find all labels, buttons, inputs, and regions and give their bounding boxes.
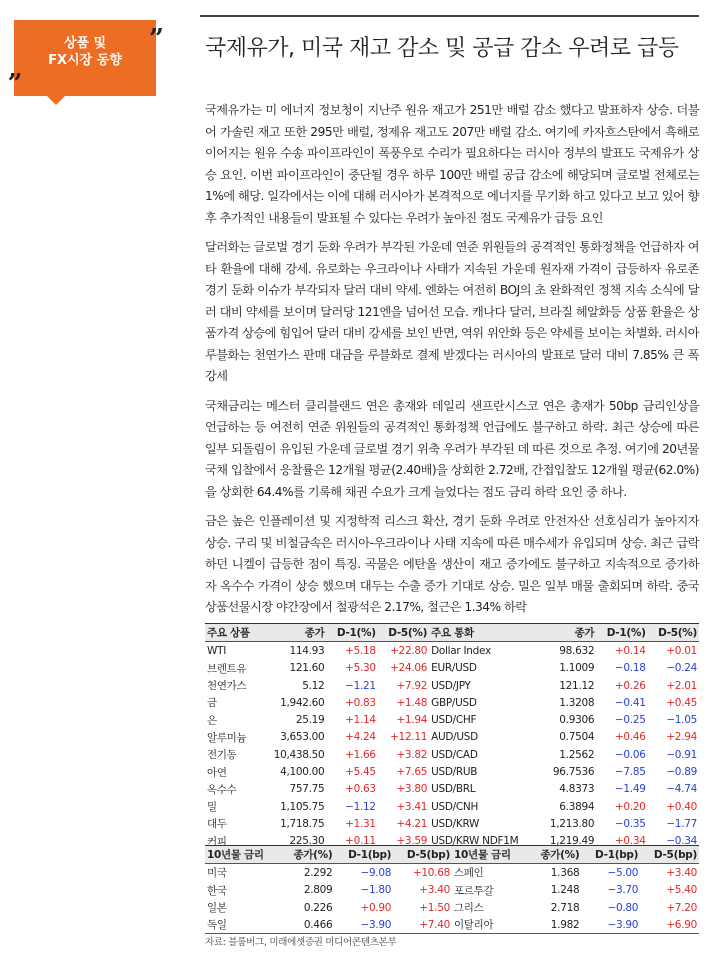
row-label: 금 bbox=[207, 697, 217, 710]
table-cell: −3.90 bbox=[607, 918, 639, 931]
table-cell: 1.1009 bbox=[559, 662, 595, 675]
table-cell: 121.12 bbox=[559, 679, 595, 692]
table-cell: +1.48 bbox=[396, 696, 428, 709]
table-cell: 1,105.75 bbox=[280, 800, 325, 813]
title-rule bbox=[200, 15, 699, 17]
table-row bbox=[205, 916, 699, 934]
table-cell: +3.40 bbox=[666, 866, 697, 879]
table-cell: +0.01 bbox=[666, 644, 697, 657]
table-cell: −0.24 bbox=[666, 662, 697, 675]
table-row bbox=[205, 677, 699, 694]
table-cell: +0.26 bbox=[614, 679, 646, 692]
table-row bbox=[205, 660, 699, 677]
table-cell: +2.01 bbox=[666, 679, 697, 692]
table-row bbox=[205, 711, 699, 728]
table-cell: −9.08 bbox=[360, 866, 392, 879]
table-cell: 1.982 bbox=[550, 918, 580, 931]
table-cell: +1.50 bbox=[419, 901, 450, 914]
column-header: 종가 bbox=[574, 627, 595, 640]
column-header: D-1(%) bbox=[336, 626, 376, 639]
row-label: 아연 bbox=[207, 766, 227, 779]
table-cell: 2.292 bbox=[303, 866, 333, 879]
table-row bbox=[205, 694, 699, 711]
article-body bbox=[205, 100, 699, 627]
section-tag-line1: 상품 및 bbox=[63, 36, 107, 51]
row-label: USD/BRL bbox=[431, 783, 476, 796]
column-header: 종가(%) bbox=[293, 849, 333, 862]
table-cell: −0.41 bbox=[614, 696, 646, 709]
row-label: 브렌트유 bbox=[207, 662, 247, 675]
table-cell: −3.90 bbox=[360, 918, 392, 931]
table-cell: +2.94 bbox=[666, 731, 697, 744]
table-cell: 5.12 bbox=[302, 679, 325, 692]
table-cell: 98.632 bbox=[559, 644, 595, 657]
table-cell: −1.21 bbox=[345, 679, 376, 692]
paragraph-oil: 국제유가는 미 에너지 정보청이 지난주 원유 재고가 251만 배럴 감소 했다고 발표하자 상승. 더불어 가솔린 재고 또한 295만 배럴, 정제유 재고도 207만 배럴 감소. 여기에 카자흐스탄에서 흑해로 이어지는 원유 수송 파이프라인이 폭풍우로 수리가 필요하다는 러시아 정부의 발표도 국제유가 상승 요인. 이번 파이프라인이 중단될 경우 하루 100만 배럴 공급 감소에 해당되며 글로벌 전체로는 1%에 해당. 일각에서는 이에 대해 러시아가 본격적으로 에너지를 무기화 하고 있다고 보고 있어 향후 추가적인 내용들이 발표될 수 있다는 우려가 높아진 점도 국제유가 급등 요인 bbox=[205, 103, 699, 225]
table-cell: −0.80 bbox=[607, 901, 639, 914]
table-cell: +0.40 bbox=[666, 800, 697, 813]
table-cell: +0.45 bbox=[666, 696, 697, 709]
row-label: USD/RUB bbox=[431, 766, 478, 779]
table-cell: +3.40 bbox=[419, 884, 450, 897]
table-cell: +0.63 bbox=[345, 783, 376, 796]
section-tag-line2: FX시장 동향 bbox=[48, 53, 122, 68]
table-cell: −0.89 bbox=[666, 766, 697, 779]
row-label: 전기동 bbox=[207, 749, 237, 762]
table-cell: 114.93 bbox=[289, 644, 325, 657]
column-header: D-1(bp) bbox=[348, 848, 392, 861]
table-cell: 4.8373 bbox=[559, 783, 595, 796]
table-cell: +4.21 bbox=[396, 817, 428, 830]
table-cell: +24.06 bbox=[390, 662, 428, 675]
table-cell: +3.41 bbox=[396, 800, 428, 813]
table-cell: +10.68 bbox=[412, 866, 450, 879]
table-row bbox=[205, 763, 699, 780]
column-header: 종가(%) bbox=[540, 849, 580, 862]
table-cell: −3.70 bbox=[607, 884, 639, 897]
column-header: D-1(%) bbox=[606, 626, 646, 639]
table-cell: +22.80 bbox=[390, 644, 428, 657]
table-row bbox=[205, 815, 699, 832]
table-cell: +12.11 bbox=[390, 731, 428, 744]
table-cell: +5.18 bbox=[345, 644, 376, 657]
row-label: WTI bbox=[207, 644, 226, 657]
table-cell: −0.34 bbox=[666, 835, 697, 848]
row-label: 스페인 bbox=[453, 867, 484, 880]
row-label: 은 bbox=[207, 714, 217, 727]
table-cell: +7.65 bbox=[396, 766, 428, 779]
table-cell: 6.3894 bbox=[559, 800, 595, 813]
table-cell: +7.92 bbox=[396, 679, 428, 692]
table-cell: 1,718.75 bbox=[280, 817, 325, 830]
table-row bbox=[205, 781, 699, 798]
table-row bbox=[205, 746, 699, 763]
table-header bbox=[205, 846, 699, 864]
table-cell: 0.7504 bbox=[559, 731, 595, 744]
row-label: USD/CNH bbox=[431, 800, 479, 813]
row-label: USD/KRW bbox=[431, 817, 480, 830]
row-label: USD/KRW NDF1M bbox=[431, 835, 519, 848]
row-label: USD/CAD bbox=[431, 748, 478, 761]
column-header: D-5(bp) bbox=[406, 848, 450, 861]
table-cell: +3.59 bbox=[396, 835, 428, 848]
table-cell: −7.85 bbox=[614, 766, 646, 779]
table-cell: 1.3208 bbox=[559, 696, 595, 709]
table-cell: 1,942.60 bbox=[280, 696, 325, 709]
paragraph-commodities: 금은 높은 인플레이션 및 지정학적 리스크 확산, 경기 둔화 우려로 안전자산 선호심리가 높아지자 상승. 구리 및 비철금속은 러시아-우크라이나 사태 지속에 따른 매수세가 유입되며 상승. 최근 급락하던 니켈이 급등한 점이 특징. 곡물은 에탄올 생산이 재고 증가에도 불구하고 지속적으로 증가하자 옥수수 가격이 상승 했으며 대두는 수출 증가 기대로 상승. 밀은 일부 매물 출회되며 하락. 중국 상품선물시장 야간장에서 철광석은 2.17%, 철근은 1.34% 하락 bbox=[205, 514, 699, 614]
column-header: D-5(%) bbox=[658, 626, 697, 639]
table-cell: 4,100.00 bbox=[280, 766, 325, 779]
table-row bbox=[205, 798, 699, 815]
table-cell: −5.00 bbox=[607, 866, 639, 879]
row-label: 천연가스 bbox=[207, 680, 247, 693]
table-cell: +6.90 bbox=[666, 918, 697, 931]
row-label: 알루미늄 bbox=[207, 731, 247, 744]
table-row bbox=[205, 729, 699, 746]
source-note: 자료: 블룸버그, 미래에셋증권 미디어콘텐츠본부 bbox=[205, 937, 397, 948]
paragraph-fx: 달러화는 글로벌 경기 둔화 우려가 부각된 가운데 연준 위원들의 공격적인 통화정책을 언급하자 여타 환율에 대해 강세. 유로화는 우크라이나 사태가 지속된 가운데 원자재 가격이 급등하자 유로존 경기 둔화 이슈가 부각되자 달러 대비 약세. 엔화는 여전히 BOJ의 초 완화적인 정책 지속 소식에 달러 대비 약세를 보이며 달러당 121엔을 넘어선 모습. 캐나다 달러, 브라질 헤알화등 상품 환율은 상품가격 상승에 힘입어 달러 대비 강세를 보인 반면, 역위 위안화 등은 약세를 보이는 차별화. 러시아 루블화는 천연가스 판매 대금을 루블화로 결제 받겠다는 러시아의 발표로 달러 대비 7.85% 큰 폭 강세 bbox=[205, 240, 699, 383]
table-cell: +0.83 bbox=[345, 696, 376, 709]
table-cell: +0.20 bbox=[614, 800, 646, 813]
column-header: 종가 bbox=[304, 627, 325, 640]
table-cell: +5.45 bbox=[345, 766, 376, 779]
section-tag-pointer bbox=[47, 96, 65, 105]
table-row bbox=[205, 642, 699, 660]
column-header: 주요 통화 bbox=[431, 627, 474, 640]
table-cell: −1.80 bbox=[360, 884, 392, 897]
table-cell: −4.74 bbox=[666, 783, 697, 796]
table-cell: −0.91 bbox=[666, 748, 697, 761]
row-label: USD/CHF bbox=[431, 714, 477, 727]
table-cell: +1.66 bbox=[345, 748, 376, 761]
table-cell: +0.14 bbox=[614, 644, 646, 657]
row-label: 독일 bbox=[207, 919, 227, 932]
table-cell: −0.25 bbox=[614, 714, 646, 727]
row-label: Dollar Index bbox=[431, 644, 491, 657]
table-row bbox=[205, 864, 699, 882]
bond-yield-table bbox=[205, 845, 699, 934]
page-title: 국제유가, 미국 재고 감소 및 공급 감소 우려로 급등 bbox=[205, 36, 679, 61]
table-cell: 1.2562 bbox=[559, 748, 595, 761]
table-cell: 2.718 bbox=[550, 901, 580, 914]
market-table bbox=[205, 623, 699, 851]
column-header: 10년물 금리 bbox=[453, 849, 511, 862]
row-label: 대두 bbox=[207, 818, 227, 831]
table-cell: +7.20 bbox=[666, 901, 697, 914]
table-cell: −1.05 bbox=[666, 714, 697, 727]
row-label: 미국 bbox=[207, 867, 227, 880]
table-cell: +4.24 bbox=[345, 731, 376, 744]
table-cell: 10,438.50 bbox=[273, 748, 325, 761]
table-cell: 0.226 bbox=[303, 901, 333, 914]
column-header: D-5(%) bbox=[388, 626, 428, 639]
table-cell: +0.34 bbox=[614, 835, 646, 848]
table-cell: 96.7536 bbox=[552, 766, 595, 779]
table-cell: +1.94 bbox=[396, 714, 428, 727]
table-cell: 1,219.49 bbox=[549, 835, 595, 848]
close-quote-icon: ” bbox=[149, 24, 164, 54]
column-header: D-1(bp) bbox=[595, 848, 639, 861]
table-cell: +0.90 bbox=[360, 901, 392, 914]
table-cell: 757.75 bbox=[289, 783, 325, 796]
table-cell: +3.82 bbox=[396, 748, 428, 761]
table-cell: 1.368 bbox=[550, 866, 580, 879]
column-header: 주요 상품 bbox=[207, 627, 250, 640]
table-cell: +7.40 bbox=[419, 918, 450, 931]
row-label: 밀 bbox=[207, 801, 217, 814]
table-header bbox=[205, 624, 699, 642]
table-cell: −1.77 bbox=[666, 817, 697, 830]
table-cell: −0.18 bbox=[614, 662, 646, 675]
table-cell: 25.19 bbox=[295, 714, 325, 727]
table-cell: +5.40 bbox=[666, 884, 697, 897]
row-label: EUR/USD bbox=[431, 662, 477, 675]
column-header: D-5(bp) bbox=[653, 848, 697, 861]
table-cell: 0.466 bbox=[303, 918, 333, 931]
table-cell: +0.46 bbox=[614, 731, 646, 744]
table-row bbox=[205, 899, 699, 916]
section-tag bbox=[14, 20, 156, 96]
column-header: 10년물 금리 bbox=[207, 849, 264, 862]
open-quote-icon: „ bbox=[8, 54, 23, 84]
table-cell: −1.12 bbox=[345, 800, 376, 813]
table-row bbox=[205, 882, 699, 899]
row-label: 한국 bbox=[207, 884, 227, 897]
table-cell: +1.31 bbox=[345, 817, 376, 830]
paragraph-bonds: 국채금리는 메스터 클리블랜드 연은 총재와 데일리 샌프란시스코 연은 총재가 50bp 금리인상을 언급하는 등 여전히 연준 위원들의 공격적인 통화정책 언급에도 불구하고 하락. 최근 상승에 따른 일부 되돌림이 유입된 가운데 글로벌 경기 위축 우려가 부각된 데 따른 것으로 추정. 여기에 20년물 국채 입찰에서 응찰률은 12개월 평균(2.40배)을 상회한 2.72배, 간접입찰도 12개월 평균(62.0%)을 상회한 64.4%를 기록해 채권 수요가 크게 늘었다는 점도 금리 하락 요인 중 하나. bbox=[205, 398, 699, 499]
table-cell: +5.30 bbox=[345, 662, 376, 675]
table-cell: 1.248 bbox=[550, 884, 580, 897]
row-label: 포르투갈 bbox=[453, 884, 494, 897]
row-label: 옥수수 bbox=[207, 783, 237, 796]
table-cell: +3.80 bbox=[396, 783, 428, 796]
table-cell: −0.06 bbox=[614, 748, 646, 761]
table-cell: 0.9306 bbox=[559, 714, 595, 727]
row-label: AUD/USD bbox=[431, 731, 478, 744]
row-label: 그리스 bbox=[453, 902, 484, 915]
table-cell: 121.60 bbox=[289, 662, 325, 675]
row-label: 일본 bbox=[207, 902, 227, 915]
table-cell: 2.809 bbox=[303, 884, 333, 897]
table-cell: 1,213.80 bbox=[549, 817, 595, 830]
row-label: USD/JPY bbox=[431, 679, 471, 692]
table-cell: 3,653.00 bbox=[280, 731, 325, 744]
row-label: 이탈리아 bbox=[453, 919, 494, 932]
row-label: GBP/USD bbox=[431, 696, 477, 709]
table-cell: −0.35 bbox=[614, 817, 646, 830]
table-cell: −1.49 bbox=[614, 783, 646, 796]
table-cell: 225.30 bbox=[289, 835, 325, 848]
table-cell: +1.14 bbox=[345, 714, 376, 727]
table-cell: +0.11 bbox=[345, 835, 376, 848]
row-label: 커피 bbox=[207, 835, 227, 848]
